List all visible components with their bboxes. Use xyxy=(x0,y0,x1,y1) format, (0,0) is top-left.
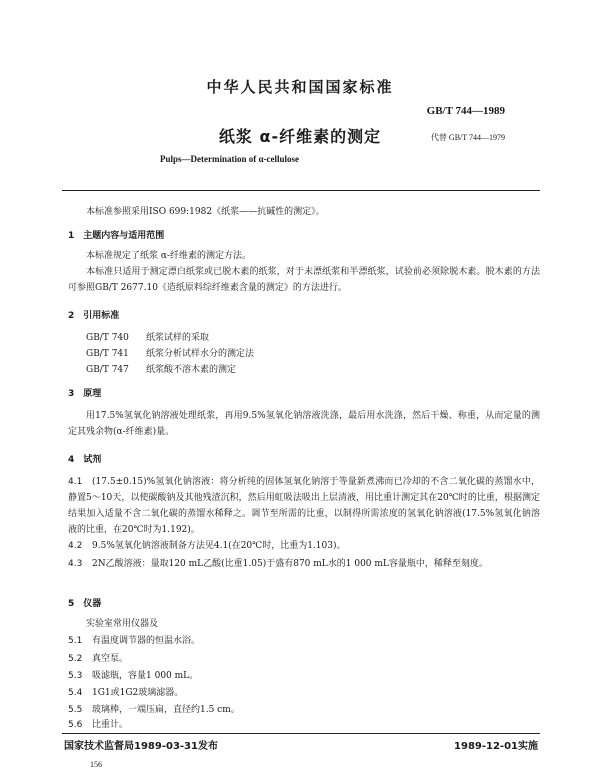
national-standard-heading: 中华人民共和国国家标准 xyxy=(206,78,394,96)
instrument-5-3: 5.3 吸滤瓶，容量1 000 mL。 xyxy=(68,671,199,681)
instrument-5-6: 5.6 比重计。 xyxy=(68,720,129,730)
section-5-heading: 5 仪器 xyxy=(68,599,102,609)
footer-effective: 1989-12-01实施 xyxy=(454,741,538,752)
section-2-heading: 2 引用标准 xyxy=(68,311,120,321)
reference-item: GB/T 740 纸浆试样的采取 xyxy=(86,333,210,343)
intro-text: 本标准参照采用ISO 699:1982《纸浆——抗碱性的测定》。 xyxy=(86,207,325,217)
instrument-5-1: 5.1 有温度调节器的恒温水浴。 xyxy=(68,636,201,646)
reference-item: GB/T 741 纸浆分析试样水分的测定法 xyxy=(86,349,255,359)
footer-issued: 国家技术监督局1989-03-31发布 xyxy=(64,741,218,752)
instrument-5-4: 5.4 1G1或1G2玻璃滤器。 xyxy=(68,688,184,698)
section-1-para-1: 本标准规定了纸浆 α-纤维素的测定方法。 xyxy=(86,251,251,261)
title-chinese: 纸浆 α-纤维素的测定 xyxy=(218,127,382,146)
replaces-note: 代替 GB/T 744—1979 xyxy=(430,133,505,142)
section-1-para-2: 本标准只适用于测定漂白纸浆或已脱木素的纸浆，对于未漂纸浆和半漂纸浆，试验前必须除脱木素。脱木素的方法可参照GB/T 2677.10《造纸原料综纤维素含量的测定》的方法进行。 xyxy=(68,267,540,293)
section-5-intro: 实验室常用仪器及 xyxy=(86,619,159,629)
instrument-5-2: 5.2 真空泵。 xyxy=(68,654,129,664)
footer-rule xyxy=(62,733,540,734)
header-rule xyxy=(62,190,540,191)
section-3-para: 用17.5%氢氧化钠溶液处理纸浆，再用9.5%氢氧化钠溶液洗涤，最后用水洗涤，然后干燥、称重，从而定量的测定其残余物(α-纤维素)量。 xyxy=(68,411,540,437)
reference-item: GB/T 747 纸浆酸不溶木素的测定 xyxy=(86,365,237,375)
section-4-heading: 4 试剂 xyxy=(68,455,102,465)
reference-list xyxy=(86,330,526,378)
section-3-heading: 3 原理 xyxy=(68,389,102,399)
section-1-heading: 1 主题内容与适用范围 xyxy=(68,231,165,241)
page-number: 156 xyxy=(90,760,102,769)
instrument-5-5: 5.5 玻璃棒，一端压扁，直径约1.5 cm。 xyxy=(68,705,240,715)
standard-code: GB/T 744—1989 xyxy=(426,105,505,117)
reagent-4-2: 4.2 9.5%氢氧化钠溶液制备方法见4.1(在20℃时，比重为1.103)。 xyxy=(68,541,346,551)
title-english: Pulps—Determination of α-cellulose xyxy=(160,154,300,164)
reagent-4-1: 4.1 (17.5±0.15)%氢氧化钠溶液：将分析纯的固体氢氧化钠溶于等量新煮沸而已冷却的不含二氧化碳的蒸馏水中，静置5～10天，以使碳酸钠及其他残渣沉积，然后用虹吸法吸出上层清液，用比重计测定其在20℃时的比重，根据测定结果加入适量不含二氧化碳的蒸馏水稀释之。调节至所需的比重，以制得所需浓度的氢氧化钠溶液(17.5%氢氧化钠溶液的比重，在20℃时为1.192)。 xyxy=(68,477,540,535)
reagent-4-3: 4.3 2N乙酸溶液：量取120 mL乙酸(比重1.05)于盛有870 mL水的1 000 mL容量瓶中，稀释至刻度。 xyxy=(68,559,488,569)
